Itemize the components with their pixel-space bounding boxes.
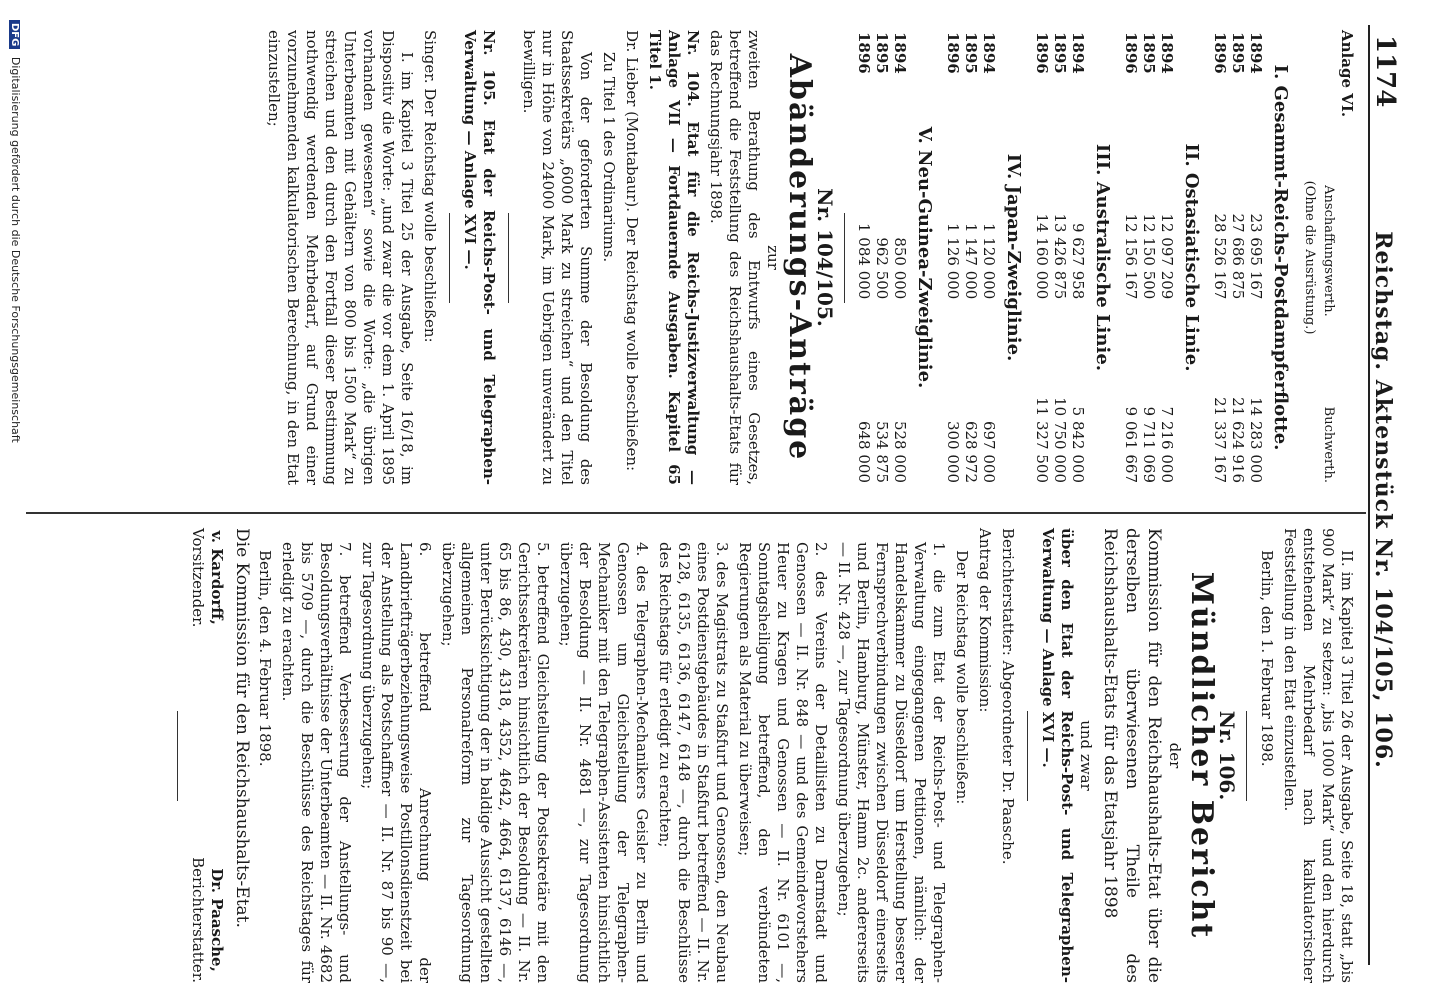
table-row xyxy=(873,30,891,485)
buchwerth-cell: 11 327 500 xyxy=(1033,397,1051,483)
year-cell: 1896 xyxy=(855,32,873,74)
buchwerth-cell: 534 875 xyxy=(873,420,891,483)
fleet-sections xyxy=(855,30,1290,485)
buchwerth-cell: 14 283 000 xyxy=(1247,397,1265,483)
berichterstatter: Berichterstatter: Abgeordneter Dr. Paasche. xyxy=(999,528,1017,865)
intro-text: zweiten Berathung des Entwurfs eines Gesetzes, betreffend die Feststellung des Reichshaushalts-Etats für das Rechnungsjahr 1898. xyxy=(707,30,763,485)
anlage-label: Anlage VI. xyxy=(1338,30,1356,118)
buchwerth-cell: 9 711 069 xyxy=(1140,406,1158,483)
list-item: 5. betreffend Gleichstellung der Postsekretäre mit den Gerichtssekretären hinsichtlich der Besoldung — II. Nr. 65 bis 86, 430, 4318, 4352, 4642, 4664, 6137, 6146 —, unter Berücksichtigung der in baldige Aussicht gestellten allgemeinen Personalreform zur Tagesordnung überzugehen; xyxy=(439,542,552,983)
buchwerth-cell: 5 842 000 xyxy=(1069,406,1087,483)
signatures xyxy=(188,528,226,983)
sig-right-role: Berichterstatter. xyxy=(189,857,207,983)
buchwerth-cell: 628 972 xyxy=(962,420,980,483)
section-title: III. Australische Linie. xyxy=(1092,143,1113,372)
year-cell: 1896 xyxy=(944,32,962,74)
col-head-buchwerth: Buchwerth. xyxy=(1321,406,1336,483)
year-cell: 1894 xyxy=(1247,32,1265,74)
year-cell: 1894 xyxy=(1069,32,1087,74)
fleet-table xyxy=(855,30,909,485)
bericht-title: Mündlicher Bericht xyxy=(1184,571,1219,940)
buchwerth-cell: 10 750 000 xyxy=(1051,397,1069,483)
fleet-table xyxy=(944,30,998,485)
list-item: 1. die zum Etat der Reichs-Post- und Telegraphen-Verwaltung eingegangenen Petitionen, nämlich: der Handelskammer zu Düsseldorf um Herstellung besserer Fernsprechverbindungen zwischen Düsseldorf einerseits und Berlin, Hamburg, Münster, Hamm 2c. andererseits — II. Nr. 428 —, zur Tagesordnung überzugehen; xyxy=(835,542,948,983)
anschaffung-cell: 12 150 500 xyxy=(1140,213,1158,300)
beschliessen-label: Der Reichstag wolle beschließen: xyxy=(953,550,971,805)
year-cell: 1896 xyxy=(1211,32,1229,74)
buchwerth-cell: 528 000 xyxy=(891,420,909,483)
signature-right xyxy=(188,857,226,983)
header-rule xyxy=(1368,25,1370,965)
col-head-sub: (Ohne die Ausrüstung.) xyxy=(1302,180,1317,335)
und-zwar: und zwar xyxy=(1077,720,1095,791)
lieber-motion: Dr. Lieber (Montabaur). Der Reichstag wolle beschließen: xyxy=(623,30,641,472)
anschaffung-cell: 12 156 167 xyxy=(1122,213,1140,300)
year-cell: 1894 xyxy=(891,32,909,74)
table-row xyxy=(1069,30,1087,485)
separator xyxy=(449,213,450,303)
anschaffung-cell: 28 526 167 xyxy=(1211,213,1229,300)
zu-titel: Zu Titel 1 des Ordinariums. xyxy=(600,52,618,263)
buchwerth-cell: 300 000 xyxy=(944,420,962,483)
left-column xyxy=(260,30,1356,485)
anschaffung-cell: 23 695 167 xyxy=(1247,213,1265,300)
ueber-text: über den Etat der Reichs-Post- und Telegraphen-Verwaltung — Anlage XVI —. xyxy=(1039,528,1076,983)
buchwerth-cell: 21 337 167 xyxy=(1211,397,1229,483)
page-header xyxy=(1364,0,1404,1000)
fleet-table xyxy=(1122,30,1176,485)
anschaffung-cell: 850 000 xyxy=(891,237,909,300)
page-number: 1174 xyxy=(1370,35,1400,108)
table-row xyxy=(1247,30,1265,485)
sig-left-role: Vorsitzender. xyxy=(189,528,207,628)
year-cell: 1895 xyxy=(1229,32,1247,74)
buchwerth-cell: 697 000 xyxy=(980,420,998,483)
dfg-logo: DFG xyxy=(9,20,20,49)
anschaffung-cell: 1 084 000 xyxy=(855,223,873,300)
year-cell: 1895 xyxy=(1140,32,1158,74)
buchwerth-cell: 648 000 xyxy=(855,420,873,483)
zur-label: zur xyxy=(764,245,782,270)
fleet-table xyxy=(1033,30,1087,485)
anschaffung-cell: 27 686 875 xyxy=(1229,213,1247,300)
singer-motion: Singer. Der Reichstag wolle beschließen: xyxy=(421,30,439,343)
section-title: I. Gesammt-Reichs-Postdampferflotte. xyxy=(1270,64,1291,451)
anschaffung-cell: 13 426 875 xyxy=(1051,213,1069,300)
year-cell: 1894 xyxy=(980,32,998,74)
right-column xyxy=(167,528,1356,983)
list-item: 2. des Vereins der Detaillisten zu Darmstadt und Genossen — II. Nr. 848 — und des Gemeindevorstehers Heuer zu Kragen und Genossen — II. Nr. 6101 —, Sonntagsheiligung betreffend, den verbündeten Regierungen als Material zu überweisen; xyxy=(736,542,830,983)
signature-left xyxy=(188,528,226,627)
kommission-text: Kommission für den Reichshaushalts-Etat über die derselben überwiesenen Theile des Reichshaushalts-Etats für das Etatsjahr 1898 xyxy=(1100,528,1164,983)
separator xyxy=(508,213,509,303)
anschaffung-cell: 1 126 000 xyxy=(944,223,962,300)
year-cell: 1896 xyxy=(1033,32,1051,74)
section-title: IV. Japan-Zweiglinie. xyxy=(1003,153,1024,362)
sig-left-name: v. Kardorff, xyxy=(208,530,226,625)
separator xyxy=(844,213,845,303)
list-item: 6. betreffend Anrechnung der Landbriefträgerbeziehungsweise Postillonsdienstzeit bei der Anstellung als Postschaffner — II. Nr. 87 bis 90 —, zur Tagesordnung überzugehen; xyxy=(359,542,434,983)
year-cell: 1895 xyxy=(873,32,891,74)
table-row xyxy=(1140,30,1158,485)
table-row xyxy=(1229,30,1247,485)
der-label: der xyxy=(1166,742,1184,769)
sig-right-name: Dr. Paasche, xyxy=(208,868,226,972)
fleet-table-head xyxy=(1319,30,1337,485)
nr-104-105: Nr. 104/105. xyxy=(813,188,837,327)
table-row xyxy=(944,30,962,485)
closing-text: Die Kommission für den Reichshaushalts-Etat. xyxy=(232,528,252,928)
table-row xyxy=(1051,30,1069,485)
nr104-title: Nr. 104. Etat für die Reichs-Justizverwaltung — Anlage VII — Fortdauernde Ausgaben. Kapitel 65 Titel 1. xyxy=(646,30,702,485)
date-2: Berlin, den 4. Februar 1898. xyxy=(256,550,274,767)
section-title: V. Neu-Guinea-Zweiglinie. xyxy=(914,126,935,389)
table-row xyxy=(1033,30,1051,485)
section-title: II. Ostasiatische Linie. xyxy=(1181,143,1202,372)
table-row xyxy=(980,30,998,485)
year-cell: 1895 xyxy=(962,32,980,74)
footer-text: Digitalisierung gefördert durch die Deutsche Forschungsgemeinschaft xyxy=(9,56,22,443)
list-item: 3. des Magistrats zu Staßfurt und Genossen, den Neubau eines Postdienstgebäudes in Staßfurt betreffend — II. Nr. 6128, 6135, 6136, 6147, 6148 —, durch die Beschlüsse des Reichstags für erledigt zu erachten; xyxy=(656,542,731,983)
anschaffung-cell: 14 160 000 xyxy=(1033,213,1051,300)
buchwerth-cell: 9 061 667 xyxy=(1122,406,1140,483)
footer xyxy=(9,20,22,980)
von-text: Von der geforderten Summe der Besoldung des Staatssekretärs „6000 Mark zu streichen“ und den Titel nur in Höhe von 24000 Mark, im Uebrigen unverändert zu bewilligen. xyxy=(520,30,595,485)
separator xyxy=(1246,711,1247,801)
table-row xyxy=(1158,30,1176,485)
table-row xyxy=(855,30,873,485)
col-head-anschaffung: Anschaffungswerth. xyxy=(1321,185,1336,317)
table-row xyxy=(1211,30,1229,485)
abaenderung-title: Abänderungs-Anträge xyxy=(782,53,817,462)
nr105-title: Nr. 105. Etat der Reichs-Post- und Telegraphen-Verwaltung — Anlage XVI —. xyxy=(461,30,498,485)
antrag-label: Antrag der Kommission: xyxy=(976,528,994,713)
anschaffung-cell: 962 500 xyxy=(873,237,891,300)
list-item: 7. betreffend Verbesserung der Anstellungs- und Besoldungsverhältnisse der Unterbeamten — II. Nr. 4682 bis 5709 —, durch die Beschlüsse des Reichstages für erledigt zu erachten. xyxy=(279,542,354,983)
page-title: Reichstag. Aktenstück Nr. 104/105, 106. xyxy=(1370,231,1396,769)
table-row xyxy=(1122,30,1140,485)
motion-items xyxy=(278,528,948,983)
table-row xyxy=(891,30,909,485)
nr-106: Nr. 106. xyxy=(1215,710,1239,801)
separator xyxy=(1027,711,1028,801)
singer-text: I. im Kapitel 3 Titel 25 der Ausgabe, Seite 16/18, im Dispositiv die Worte: „und zwar die vor dem 1. April 1895 vorhanden gewesenen“ sowie die Worte: „die übrigen Unterbeamten mit Gehältern von 800 bis 1500 Mark“ zu streichen und den durch den Fortfall dieser Bestimmung nothwendig werdenden Mehrbedarf, auf Grund einer vorzunehmenden kalkulatorischen Berechnung, in den Etat einzustellen; xyxy=(265,30,416,485)
anschaffung-cell: 12 097 209 xyxy=(1158,213,1176,300)
separator xyxy=(177,711,178,801)
buchwerth-cell: 7 216 000 xyxy=(1158,406,1176,483)
year-cell: 1895 xyxy=(1051,32,1069,74)
year-cell: 1896 xyxy=(1122,32,1140,74)
column-divider xyxy=(26,512,1366,514)
table-row xyxy=(962,30,980,485)
year-cell: 1894 xyxy=(1158,32,1176,74)
date-1: Berlin, den 1. Februar 1898. xyxy=(1258,550,1276,767)
anschaffung-cell: 1 120 000 xyxy=(980,223,998,300)
fleet-table xyxy=(1211,30,1265,485)
anschaffung-cell: 9 627 958 xyxy=(1069,223,1087,300)
buchwerth-cell: 21 624 916 xyxy=(1229,397,1247,483)
list-item: 4. des Telegraphen-Mechanikers Geisler zu Berlin und Genossen um Gleichstellung der Telegraphen-Mechaniker mit den Telegraphen-Assistenten hinsichtlich der Besoldung — II. Nr. 4681 —, zur Tagesordnung überzugehen; xyxy=(557,542,651,983)
anschaffung-cell: 1 147 000 xyxy=(962,223,980,300)
top-text: II. im Kapitel 3 Titel 26 der Ausgabe, Seite 18, statt „bis 900 Mark“ zu setzen: „bis 1000 Mark“ und den hierdurch entstehenden Mehrbedarf nach kalkulatorischer Feststellung in den Etat einzustellen. xyxy=(1281,528,1356,983)
